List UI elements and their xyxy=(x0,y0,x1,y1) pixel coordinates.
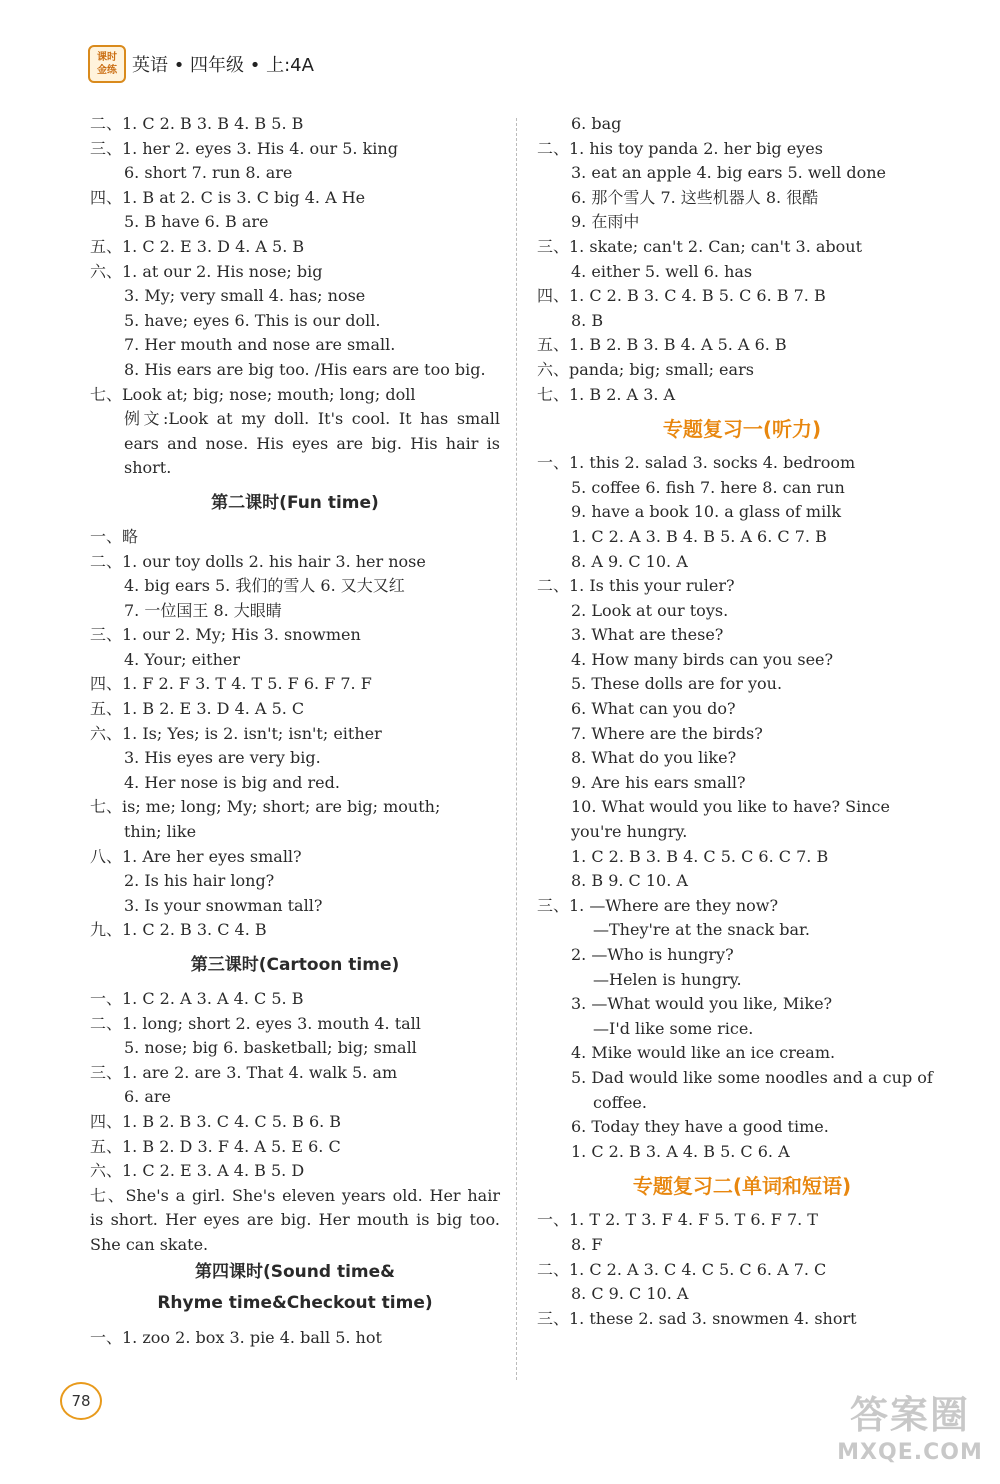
answer-line: 六、1. Is; Yes; is 2. isn't; isn't; either xyxy=(90,723,382,743)
answer-line: 6. What can you do? xyxy=(571,699,736,719)
book-title: 英语 • 四年级 • 上:4A xyxy=(132,55,314,76)
answer-line: 2. Look at our toys. xyxy=(571,600,729,620)
answer-line: 6. 那个雪人 7. 这些机器人 8. 很酷 xyxy=(571,187,819,207)
answer-line: 7. Where are the birds? xyxy=(571,723,763,743)
answer-line: 七、Look at; big; nose; mouth; long; doll xyxy=(90,384,416,404)
answer-line: you're hungry. xyxy=(571,822,688,842)
answer-line: 8. F xyxy=(571,1234,603,1254)
answer-line: 四、1. B at 2. C is 3. C big 4. A He xyxy=(90,187,366,207)
page-header xyxy=(88,44,314,84)
answer-line: 七、1. B 2. A 3. A xyxy=(537,384,676,404)
answer-line: 4. Mike would like an ice cream. xyxy=(571,1043,836,1063)
answer-line: 五、1. B 2. D 3. F 4. A 5. E 6. C xyxy=(90,1136,341,1156)
answer-line: coffee. xyxy=(593,1092,647,1112)
answer-line: 四、1. F 2. F 3. T 4. T 5. F 6. F 7. F xyxy=(90,674,372,694)
answer-line: 一、1. this 2. salad 3. socks 4. bedroom xyxy=(537,453,856,473)
answer-line: 五、1. B 2. E 3. D 4. A 5. C xyxy=(90,699,305,719)
answer-line: 二、1. his toy panda 2. her big eyes xyxy=(537,138,823,158)
watermark-url: MXQE.COM xyxy=(837,1440,983,1465)
answer-line: 六、1. at our 2. His nose; big xyxy=(90,261,323,281)
answer-line: 5. coffee 6. fish 7. here 8. can run xyxy=(571,477,845,497)
right-column xyxy=(537,112,947,1331)
answer-line: 二、1. our toy dolls 2. his hair 3. her nose xyxy=(90,551,426,571)
left-column xyxy=(90,112,500,1350)
watermark-logo-text: 答案圈 xyxy=(849,1393,970,1437)
answer-line: 八、1. Are her eyes small? xyxy=(90,846,302,866)
answer-line: 三、1. —Where are they now? xyxy=(537,895,779,915)
answer-line: —I'd like some rice. xyxy=(593,1018,754,1038)
section-heading: 第四课时(Sound time& xyxy=(194,1261,395,1282)
answer-line: —Helen is hungry. xyxy=(593,969,742,989)
answer-line: 五、1. C 2. E 3. D 4. A 5. B xyxy=(90,236,305,256)
answer-line: 6. Today they have a good time. xyxy=(571,1117,829,1137)
answer-line: 九、1. C 2. B 3. C 4. B xyxy=(90,920,267,940)
answer-line: 3. —What would you like, Mike? xyxy=(571,994,833,1014)
answer-line: 三、1. skate; can't 2. Can; can't 3. about xyxy=(537,236,863,256)
answer-line: 4. Your; either xyxy=(124,649,241,669)
answer-line: 8. B xyxy=(571,310,604,330)
answer-line: 一、1. T 2. T 3. F 4. F 5. T 6. F 7. T xyxy=(537,1210,818,1230)
answer-line: 四、1. B 2. B 3. C 4. C 5. B 6. B xyxy=(90,1111,342,1131)
answer-line: 6. bag xyxy=(571,114,622,133)
answer-line: 1. C 2. B 3. A 4. B 5. C 6. A xyxy=(571,1141,790,1161)
section-heading: 第三课时(Cartoon time) xyxy=(190,955,400,975)
review-heading: 专题复习二(单词和短语) xyxy=(632,1174,852,1199)
answer-line: 七、is; me; long; My; short; are big; mouth; xyxy=(90,797,441,817)
answer-line: 四、1. C 2. B 3. C 4. B 5. C 6. B 7. B xyxy=(537,286,826,306)
answer-line: 8. His ears are big too. /His ears are too big. xyxy=(124,359,486,379)
answer-line: 5. nose; big 6. basketball; big; small xyxy=(124,1038,417,1058)
answer-line: 二、1. C 2. A 3. C 4. C 5. C 6. A 7. C xyxy=(537,1259,827,1279)
answer-line: 5. These dolls are for you. xyxy=(571,674,783,694)
answer-line: 3. His eyes are very big. xyxy=(124,748,321,768)
answer-line: 3. eat an apple 4. big ears 5. well done xyxy=(571,163,886,183)
answer-line: 三、1. our 2. My; His 3. snowmen xyxy=(90,625,361,645)
answer-line: 10. What would you like to have? Since xyxy=(571,797,890,817)
sample-essay: 例文:Look at my doll. It's cool. It has small ears and nose. His eyes are big. His hair is short. xyxy=(124,409,500,478)
answer-line: 5. have; eyes 6. This is our doll. xyxy=(124,310,381,330)
answer-line: 8. A 9. C 10. A xyxy=(571,551,688,571)
answer-line: 2. —Who is hungry? xyxy=(571,945,734,964)
answer-line: 6. short 7. run 8. are xyxy=(124,163,293,183)
answer-line: 一、略 xyxy=(90,526,139,546)
answer-line: 4. big ears 5. 我们的雪人 6. 又大又红 xyxy=(124,576,405,596)
answer-line: 3. My; very small 4. has; nose xyxy=(124,286,366,306)
answer-line: 3. Is your snowman tall? xyxy=(124,895,323,915)
answer-line: 三、1. these 2. sad 3. snowmen 4. short xyxy=(537,1308,857,1328)
answer-line: 8. C 9. C 10. A xyxy=(571,1284,689,1304)
answer-line: 六、panda; big; small; ears xyxy=(537,359,754,379)
review-heading: 专题复习一(听力) xyxy=(662,417,822,442)
answer-line: 三、1. her 2. eyes 3. His 4. our 5. king xyxy=(90,138,398,158)
answer-line: 1. C 2. A 3. B 4. B 5. A 6. C 7. B xyxy=(571,526,827,546)
answer-line: 4. Her nose is big and red. xyxy=(124,772,340,792)
answer-paragraph: 七、She's a girl. She's eleven years old. Her hair is short. Her eyes are big. Her mouth is big too. She can skate. xyxy=(90,1185,500,1254)
section-heading: 第二课时(Fun time) xyxy=(211,492,379,513)
answer-line: 6. are xyxy=(124,1087,172,1107)
answer-line: 5. Dad would like some noodles and a cup of xyxy=(571,1067,933,1087)
answer-line: 一、1. zoo 2. box 3. pie 4. ball 5. hot xyxy=(90,1327,382,1347)
answer-line: thin; like xyxy=(124,822,197,842)
answer-line: 9. 在雨中 xyxy=(571,212,640,232)
answer-line: 9. have a book 10. a glass of milk xyxy=(571,502,842,522)
answer-line: 二、1. long; short 2. eyes 3. mouth 4. tall xyxy=(90,1013,421,1033)
answer-line: 2. Is his hair long? xyxy=(124,871,275,891)
answer-line: 三、1. are 2. are 3. That 4. walk 5. am xyxy=(90,1062,398,1082)
answer-line: 1. C 2. B 3. B 4. C 5. C 6. C 7. B xyxy=(571,846,829,866)
answer-line: 9. Are his ears small? xyxy=(571,772,746,792)
answer-line: 8. B 9. C 10. A xyxy=(571,871,688,891)
answer-line: 5. B have 6. B are xyxy=(124,212,269,232)
page-number: 78 xyxy=(60,1382,102,1420)
answer-line: 二、1. Is this your ruler? xyxy=(537,576,735,596)
answer-line: 7. Her mouth and nose are small. xyxy=(124,335,396,355)
section-heading: Rhyme time&Checkout time) xyxy=(157,1292,433,1313)
answer-line: 4. How many birds can you see? xyxy=(571,649,834,669)
answer-line: 一、1. C 2. A 3. A 4. C 5. B xyxy=(90,989,304,1008)
answer-line: 3. What are these? xyxy=(571,625,724,645)
answer-line: —They're at the snack bar. xyxy=(593,920,810,940)
column-divider xyxy=(516,118,517,1380)
answer-line: 7. 一位国王 8. 大眼睛 xyxy=(124,600,282,620)
answer-line: 4. either 5. well 6. has xyxy=(571,261,753,281)
answer-line: 二、1. C 2. B 3. B 4. B 5. B xyxy=(90,114,304,133)
answer-line: 五、1. B 2. B 3. B 4. A 5. A 6. B xyxy=(537,335,787,355)
site-watermark xyxy=(830,1390,990,1476)
brand-logo: 课时 金练 xyxy=(88,45,126,83)
answer-line: 8. What do you like? xyxy=(571,748,737,768)
answer-line: 六、1. C 2. E 3. A 4. B 5. D xyxy=(90,1161,305,1181)
